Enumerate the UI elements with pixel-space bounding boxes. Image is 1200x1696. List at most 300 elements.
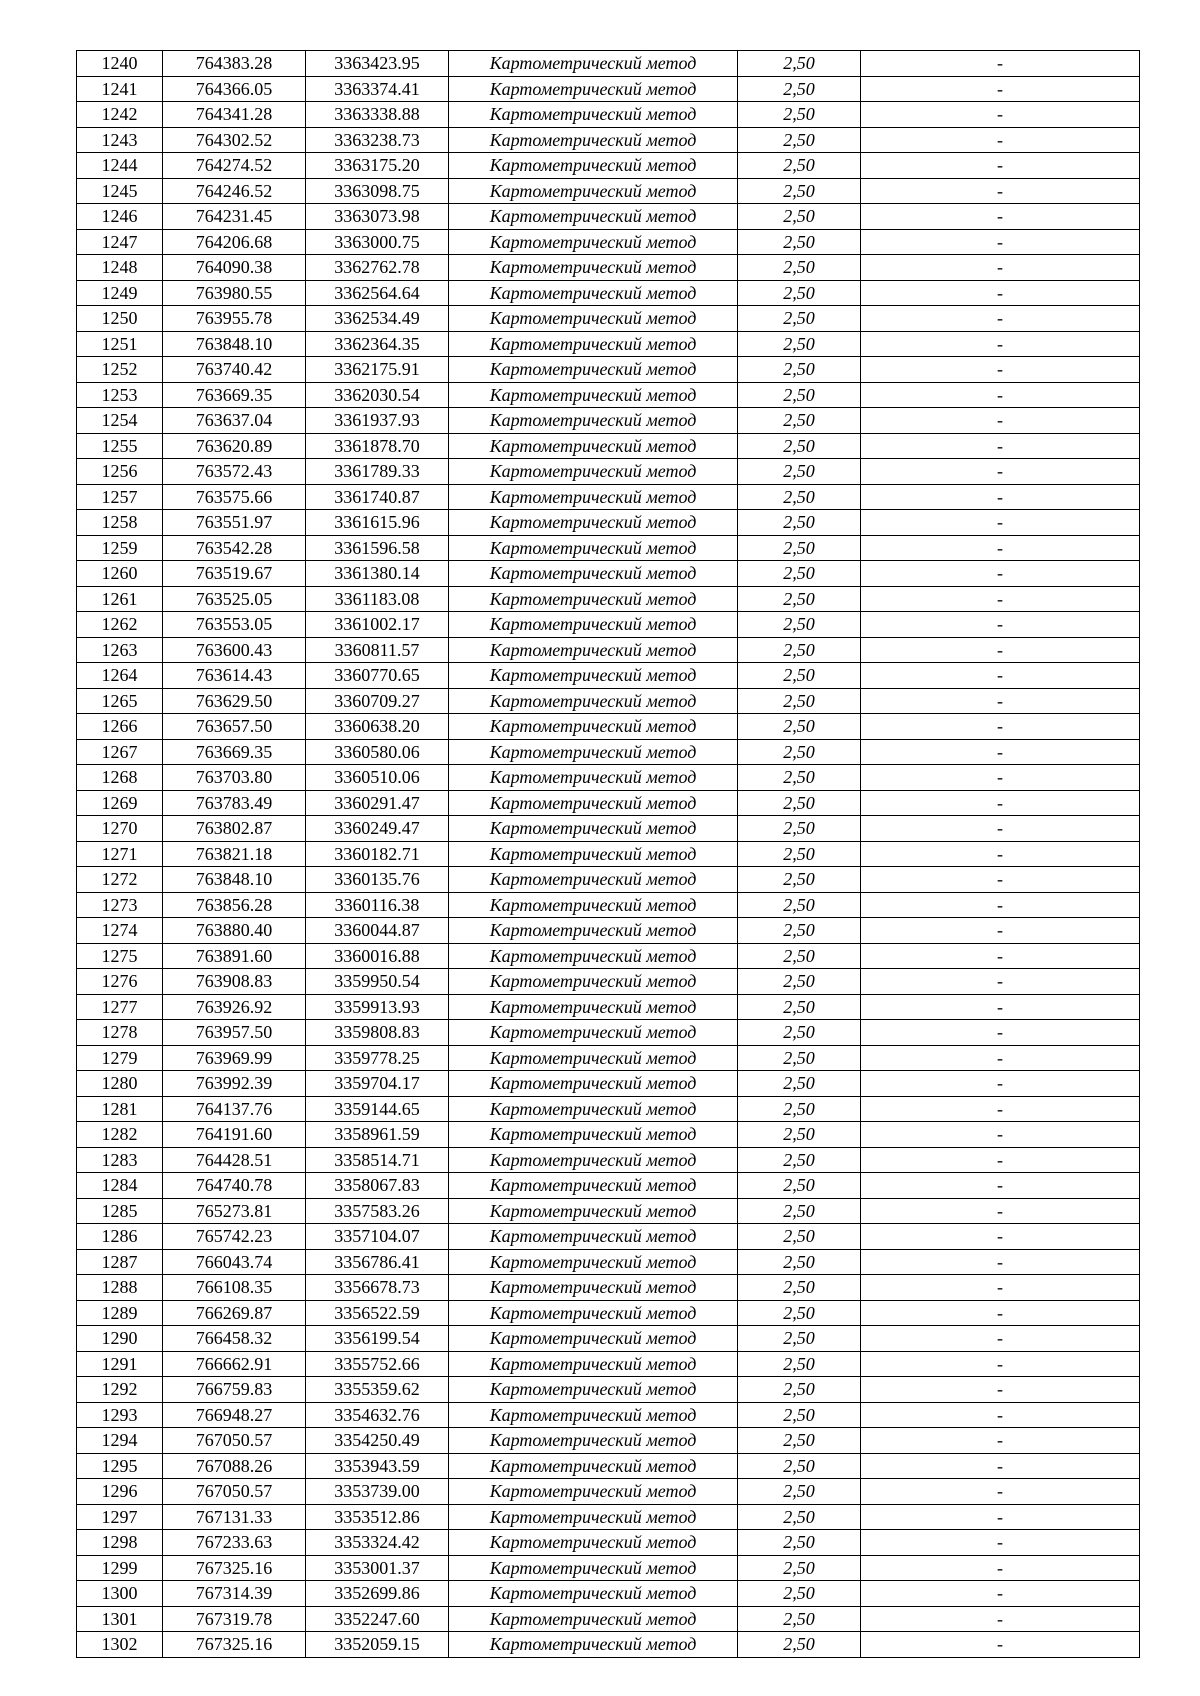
table-row: [77, 51, 1140, 77]
table-row: [77, 918, 1140, 944]
point-number-cell: 1271: [77, 841, 163, 867]
point-number-cell: 1288: [77, 1275, 163, 1301]
method-cell: Картометрический метод: [449, 612, 738, 638]
table-row: [77, 994, 1140, 1020]
y-coordinate-cell: 3357104.07: [306, 1224, 449, 1250]
accuracy-cell: 2,50: [738, 459, 861, 485]
method-cell: Картометрический метод: [449, 102, 738, 128]
table-row: [77, 510, 1140, 536]
note-cell: -: [861, 255, 1140, 281]
method-cell: Картометрический метод: [449, 306, 738, 332]
table-row: [77, 1071, 1140, 1097]
method-cell: Картометрический метод: [449, 1249, 738, 1275]
point-number-cell: 1293: [77, 1402, 163, 1428]
method-cell: Картометрический метод: [449, 433, 738, 459]
x-coordinate-cell: 767314.39: [163, 1581, 306, 1607]
point-number-cell: 1264: [77, 663, 163, 689]
y-coordinate-cell: 3356199.54: [306, 1326, 449, 1352]
x-coordinate-cell: 763572.43: [163, 459, 306, 485]
note-cell: -: [861, 484, 1140, 510]
accuracy-cell: 2,50: [738, 816, 861, 842]
x-coordinate-cell: 764383.28: [163, 51, 306, 77]
point-number-cell: 1280: [77, 1071, 163, 1097]
table-row: [77, 331, 1140, 357]
x-coordinate-cell: 763575.66: [163, 484, 306, 510]
table-row: [77, 1479, 1140, 1505]
table-row: [77, 816, 1140, 842]
y-coordinate-cell: 3353943.59: [306, 1453, 449, 1479]
accuracy-cell: 2,50: [738, 1428, 861, 1454]
y-coordinate-cell: 3354632.76: [306, 1402, 449, 1428]
x-coordinate-cell: 763980.55: [163, 280, 306, 306]
table-row: [77, 280, 1140, 306]
accuracy-cell: 2,50: [738, 969, 861, 995]
table-row: [77, 1275, 1140, 1301]
note-cell: -: [861, 1326, 1140, 1352]
accuracy-cell: 2,50: [738, 892, 861, 918]
note-cell: -: [861, 663, 1140, 689]
x-coordinate-cell: 763669.35: [163, 382, 306, 408]
accuracy-cell: 2,50: [738, 1530, 861, 1556]
accuracy-cell: 2,50: [738, 663, 861, 689]
x-coordinate-cell: 767325.16: [163, 1632, 306, 1658]
accuracy-cell: 2,50: [738, 229, 861, 255]
y-coordinate-cell: 3360709.27: [306, 688, 449, 714]
table-row: [77, 1224, 1140, 1250]
method-cell: Картометрический метод: [449, 1479, 738, 1505]
table-row: [77, 1504, 1140, 1530]
table-row: [77, 535, 1140, 561]
table-row: [77, 841, 1140, 867]
x-coordinate-cell: 763600.43: [163, 637, 306, 663]
note-cell: -: [861, 357, 1140, 383]
x-coordinate-cell: 767050.57: [163, 1428, 306, 1454]
note-cell: -: [861, 1428, 1140, 1454]
method-cell: Картометрический метод: [449, 535, 738, 561]
point-number-cell: 1299: [77, 1555, 163, 1581]
x-coordinate-cell: 764206.68: [163, 229, 306, 255]
x-coordinate-cell: 764274.52: [163, 153, 306, 179]
table-row: [77, 102, 1140, 128]
accuracy-cell: 2,50: [738, 765, 861, 791]
x-coordinate-cell: 766948.27: [163, 1402, 306, 1428]
point-number-cell: 1266: [77, 714, 163, 740]
x-coordinate-cell: 763669.35: [163, 739, 306, 765]
note-cell: -: [861, 1071, 1140, 1097]
y-coordinate-cell: 3352247.60: [306, 1606, 449, 1632]
x-coordinate-cell: 767050.57: [163, 1479, 306, 1505]
y-coordinate-cell: 3352059.15: [306, 1632, 449, 1658]
x-coordinate-cell: 763848.10: [163, 867, 306, 893]
method-cell: Картометрический метод: [449, 357, 738, 383]
note-cell: -: [861, 204, 1140, 230]
note-cell: -: [861, 1224, 1140, 1250]
y-coordinate-cell: 3360044.87: [306, 918, 449, 944]
method-cell: Картометрический метод: [449, 1555, 738, 1581]
accuracy-cell: 2,50: [738, 637, 861, 663]
x-coordinate-cell: 763926.92: [163, 994, 306, 1020]
method-cell: Картометрический метод: [449, 1402, 738, 1428]
y-coordinate-cell: 3356786.41: [306, 1249, 449, 1275]
accuracy-cell: 2,50: [738, 1555, 861, 1581]
table-row: [77, 306, 1140, 332]
accuracy-cell: 2,50: [738, 280, 861, 306]
table-row: [77, 1020, 1140, 1046]
point-number-cell: 1275: [77, 943, 163, 969]
point-number-cell: 1289: [77, 1300, 163, 1326]
method-cell: Картометрический метод: [449, 1096, 738, 1122]
accuracy-cell: 2,50: [738, 1198, 861, 1224]
x-coordinate-cell: 764428.51: [163, 1147, 306, 1173]
method-cell: Картометрический метод: [449, 127, 738, 153]
y-coordinate-cell: 3359778.25: [306, 1045, 449, 1071]
method-cell: Картометрический метод: [449, 892, 738, 918]
y-coordinate-cell: 3352699.86: [306, 1581, 449, 1607]
method-cell: Картометрический метод: [449, 1173, 738, 1199]
method-cell: Картометрический метод: [449, 790, 738, 816]
accuracy-cell: 2,50: [738, 1606, 861, 1632]
y-coordinate-cell: 3363238.73: [306, 127, 449, 153]
table-row: [77, 1045, 1140, 1071]
note-cell: -: [861, 586, 1140, 612]
accuracy-cell: 2,50: [738, 1377, 861, 1403]
accuracy-cell: 2,50: [738, 1045, 861, 1071]
note-cell: -: [861, 76, 1140, 102]
y-coordinate-cell: 3361937.93: [306, 408, 449, 434]
point-number-cell: 1268: [77, 765, 163, 791]
accuracy-cell: 2,50: [738, 1224, 861, 1250]
point-number-cell: 1286: [77, 1224, 163, 1250]
table-row: [77, 1453, 1140, 1479]
accuracy-cell: 2,50: [738, 1071, 861, 1097]
point-number-cell: 1257: [77, 484, 163, 510]
accuracy-cell: 2,50: [738, 1479, 861, 1505]
x-coordinate-cell: 763848.10: [163, 331, 306, 357]
y-coordinate-cell: 3358961.59: [306, 1122, 449, 1148]
point-number-cell: 1254: [77, 408, 163, 434]
note-cell: -: [861, 1453, 1140, 1479]
method-cell: Картометрический метод: [449, 408, 738, 434]
table-row: [77, 612, 1140, 638]
table-row: [77, 663, 1140, 689]
table-row: [77, 969, 1140, 995]
y-coordinate-cell: 3360510.06: [306, 765, 449, 791]
note-cell: -: [861, 1606, 1140, 1632]
x-coordinate-cell: 763525.05: [163, 586, 306, 612]
accuracy-cell: 2,50: [738, 510, 861, 536]
x-coordinate-cell: 763992.39: [163, 1071, 306, 1097]
point-number-cell: 1300: [77, 1581, 163, 1607]
y-coordinate-cell: 3361596.58: [306, 535, 449, 561]
point-number-cell: 1283: [77, 1147, 163, 1173]
table-row: [77, 943, 1140, 969]
point-number-cell: 1302: [77, 1632, 163, 1658]
accuracy-cell: 2,50: [738, 1402, 861, 1428]
method-cell: Картометрический метод: [449, 1326, 738, 1352]
x-coordinate-cell: 763969.99: [163, 1045, 306, 1071]
accuracy-cell: 2,50: [738, 1147, 861, 1173]
y-coordinate-cell: 3361615.96: [306, 510, 449, 536]
method-cell: Картометрический метод: [449, 1300, 738, 1326]
y-coordinate-cell: 3358514.71: [306, 1147, 449, 1173]
accuracy-cell: 2,50: [738, 1632, 861, 1658]
table-row: [77, 1555, 1140, 1581]
y-coordinate-cell: 3355752.66: [306, 1351, 449, 1377]
method-cell: Картометрический метод: [449, 816, 738, 842]
y-coordinate-cell: 3363338.88: [306, 102, 449, 128]
x-coordinate-cell: 766043.74: [163, 1249, 306, 1275]
accuracy-cell: 2,50: [738, 331, 861, 357]
point-number-cell: 1284: [77, 1173, 163, 1199]
x-coordinate-cell: 763802.87: [163, 816, 306, 842]
table-row: [77, 1632, 1140, 1658]
x-coordinate-cell: 763703.80: [163, 765, 306, 791]
note-cell: -: [861, 612, 1140, 638]
point-number-cell: 1246: [77, 204, 163, 230]
x-coordinate-cell: 765742.23: [163, 1224, 306, 1250]
method-cell: Картометрический метод: [449, 510, 738, 536]
point-number-cell: 1243: [77, 127, 163, 153]
accuracy-cell: 2,50: [738, 484, 861, 510]
y-coordinate-cell: 3363073.98: [306, 204, 449, 230]
point-number-cell: 1261: [77, 586, 163, 612]
table-row: [77, 1606, 1140, 1632]
method-cell: Картометрический метод: [449, 1351, 738, 1377]
note-cell: -: [861, 178, 1140, 204]
point-number-cell: 1245: [77, 178, 163, 204]
y-coordinate-cell: 3360016.88: [306, 943, 449, 969]
accuracy-cell: 2,50: [738, 255, 861, 281]
table-row: [77, 127, 1140, 153]
point-number-cell: 1291: [77, 1351, 163, 1377]
method-cell: Картометрический метод: [449, 943, 738, 969]
y-coordinate-cell: 3359144.65: [306, 1096, 449, 1122]
x-coordinate-cell: 763614.43: [163, 663, 306, 689]
y-coordinate-cell: 3363098.75: [306, 178, 449, 204]
table-row: [77, 76, 1140, 102]
note-cell: -: [861, 790, 1140, 816]
point-number-cell: 1250: [77, 306, 163, 332]
y-coordinate-cell: 3355359.62: [306, 1377, 449, 1403]
method-cell: Картометрический метод: [449, 204, 738, 230]
y-coordinate-cell: 3358067.83: [306, 1173, 449, 1199]
table-row: [77, 1096, 1140, 1122]
accuracy-cell: 2,50: [738, 153, 861, 179]
table-row: [77, 178, 1140, 204]
point-number-cell: 1279: [77, 1045, 163, 1071]
coordinates-table: [76, 50, 1140, 1658]
table-row: [77, 433, 1140, 459]
y-coordinate-cell: 3360580.06: [306, 739, 449, 765]
point-number-cell: 1267: [77, 739, 163, 765]
y-coordinate-cell: 3353001.37: [306, 1555, 449, 1581]
method-cell: Картометрический метод: [449, 1530, 738, 1556]
accuracy-cell: 2,50: [738, 76, 861, 102]
point-number-cell: 1255: [77, 433, 163, 459]
table-row: [77, 153, 1140, 179]
point-number-cell: 1281: [77, 1096, 163, 1122]
note-cell: -: [861, 459, 1140, 485]
y-coordinate-cell: 3363175.20: [306, 153, 449, 179]
table-row: [77, 765, 1140, 791]
table-row: [77, 1581, 1140, 1607]
method-cell: Картометрический метод: [449, 1198, 738, 1224]
y-coordinate-cell: 3359808.83: [306, 1020, 449, 1046]
y-coordinate-cell: 3362762.78: [306, 255, 449, 281]
table-row: [77, 892, 1140, 918]
point-number-cell: 1270: [77, 816, 163, 842]
note-cell: -: [861, 1045, 1140, 1071]
note-cell: -: [861, 1173, 1140, 1199]
table-row: [77, 561, 1140, 587]
y-coordinate-cell: 3353512.86: [306, 1504, 449, 1530]
y-coordinate-cell: 3363000.75: [306, 229, 449, 255]
accuracy-cell: 2,50: [738, 1581, 861, 1607]
table-row: [77, 255, 1140, 281]
note-cell: -: [861, 1351, 1140, 1377]
accuracy-cell: 2,50: [738, 918, 861, 944]
accuracy-cell: 2,50: [738, 127, 861, 153]
x-coordinate-cell: 764740.78: [163, 1173, 306, 1199]
point-number-cell: 1276: [77, 969, 163, 995]
method-cell: Картометрический метод: [449, 637, 738, 663]
y-coordinate-cell: 3360135.76: [306, 867, 449, 893]
point-number-cell: 1287: [77, 1249, 163, 1275]
method-cell: Картометрический метод: [449, 1504, 738, 1530]
point-number-cell: 1241: [77, 76, 163, 102]
method-cell: Картометрический метод: [449, 841, 738, 867]
note-cell: -: [861, 1020, 1140, 1046]
note-cell: -: [861, 816, 1140, 842]
table-row: [77, 1351, 1140, 1377]
method-cell: Картометрический метод: [449, 382, 738, 408]
y-coordinate-cell: 3361380.14: [306, 561, 449, 587]
note-cell: -: [861, 918, 1140, 944]
note-cell: -: [861, 1275, 1140, 1301]
note-cell: -: [861, 1377, 1140, 1403]
note-cell: -: [861, 637, 1140, 663]
method-cell: Картометрический метод: [449, 765, 738, 791]
accuracy-cell: 2,50: [738, 1122, 861, 1148]
note-cell: -: [861, 1479, 1140, 1505]
method-cell: Картометрический метод: [449, 561, 738, 587]
point-number-cell: 1263: [77, 637, 163, 663]
note-cell: -: [861, 1402, 1140, 1428]
point-number-cell: 1260: [77, 561, 163, 587]
method-cell: Картометрический метод: [449, 918, 738, 944]
y-coordinate-cell: 3360116.38: [306, 892, 449, 918]
method-cell: Картометрический метод: [449, 1224, 738, 1250]
note-cell: -: [861, 867, 1140, 893]
point-number-cell: 1285: [77, 1198, 163, 1224]
method-cell: Картометрический метод: [449, 1071, 738, 1097]
point-number-cell: 1258: [77, 510, 163, 536]
method-cell: Картометрический метод: [449, 1122, 738, 1148]
accuracy-cell: 2,50: [738, 1504, 861, 1530]
y-coordinate-cell: 3353739.00: [306, 1479, 449, 1505]
point-number-cell: 1248: [77, 255, 163, 281]
accuracy-cell: 2,50: [738, 178, 861, 204]
accuracy-cell: 2,50: [738, 688, 861, 714]
x-coordinate-cell: 763880.40: [163, 918, 306, 944]
coordinates-table-body: [77, 51, 1140, 1658]
method-cell: Картометрический метод: [449, 1632, 738, 1658]
point-number-cell: 1301: [77, 1606, 163, 1632]
table-row: [77, 1300, 1140, 1326]
y-coordinate-cell: 3359950.54: [306, 969, 449, 995]
table-row: [77, 1428, 1140, 1454]
point-number-cell: 1249: [77, 280, 163, 306]
method-cell: Картометрический метод: [449, 663, 738, 689]
note-cell: -: [861, 765, 1140, 791]
accuracy-cell: 2,50: [738, 1096, 861, 1122]
method-cell: Картометрический метод: [449, 867, 738, 893]
table-row: [77, 586, 1140, 612]
method-cell: Картометрический метод: [449, 459, 738, 485]
y-coordinate-cell: 3362534.49: [306, 306, 449, 332]
method-cell: Картометрический метод: [449, 484, 738, 510]
table-row: [77, 1198, 1140, 1224]
table-row: [77, 204, 1140, 230]
accuracy-cell: 2,50: [738, 1249, 861, 1275]
point-number-cell: 1274: [77, 918, 163, 944]
table-row: [77, 459, 1140, 485]
table-row: [77, 688, 1140, 714]
y-coordinate-cell: 3362030.54: [306, 382, 449, 408]
y-coordinate-cell: 3360182.71: [306, 841, 449, 867]
accuracy-cell: 2,50: [738, 790, 861, 816]
note-cell: -: [861, 1147, 1140, 1173]
x-coordinate-cell: 763821.18: [163, 841, 306, 867]
method-cell: Картометрический метод: [449, 1147, 738, 1173]
x-coordinate-cell: 767131.33: [163, 1504, 306, 1530]
x-coordinate-cell: 763551.97: [163, 510, 306, 536]
point-number-cell: 1290: [77, 1326, 163, 1352]
table-row: [77, 714, 1140, 740]
note-cell: -: [861, 1198, 1140, 1224]
point-number-cell: 1298: [77, 1530, 163, 1556]
x-coordinate-cell: 763856.28: [163, 892, 306, 918]
method-cell: Картометрический метод: [449, 714, 738, 740]
note-cell: -: [861, 229, 1140, 255]
method-cell: Картометрический метод: [449, 994, 738, 1020]
note-cell: -: [861, 280, 1140, 306]
point-number-cell: 1247: [77, 229, 163, 255]
y-coordinate-cell: 3361183.08: [306, 586, 449, 612]
accuracy-cell: 2,50: [738, 51, 861, 77]
x-coordinate-cell: 766108.35: [163, 1275, 306, 1301]
method-cell: Картометрический метод: [449, 1453, 738, 1479]
method-cell: Картометрический метод: [449, 969, 738, 995]
table-row: [77, 1530, 1140, 1556]
accuracy-cell: 2,50: [738, 204, 861, 230]
x-coordinate-cell: 763783.49: [163, 790, 306, 816]
table-row: [77, 1377, 1140, 1403]
y-coordinate-cell: 3362564.64: [306, 280, 449, 306]
method-cell: Картометрический метод: [449, 1020, 738, 1046]
y-coordinate-cell: 3360249.47: [306, 816, 449, 842]
accuracy-cell: 2,50: [738, 1453, 861, 1479]
method-cell: Картометрический метод: [449, 739, 738, 765]
x-coordinate-cell: 763553.05: [163, 612, 306, 638]
x-coordinate-cell: 766269.87: [163, 1300, 306, 1326]
method-cell: Картометрический метод: [449, 1606, 738, 1632]
note-cell: -: [861, 153, 1140, 179]
method-cell: Картометрический метод: [449, 76, 738, 102]
point-number-cell: 1282: [77, 1122, 163, 1148]
x-coordinate-cell: 764341.28: [163, 102, 306, 128]
accuracy-cell: 2,50: [738, 382, 861, 408]
